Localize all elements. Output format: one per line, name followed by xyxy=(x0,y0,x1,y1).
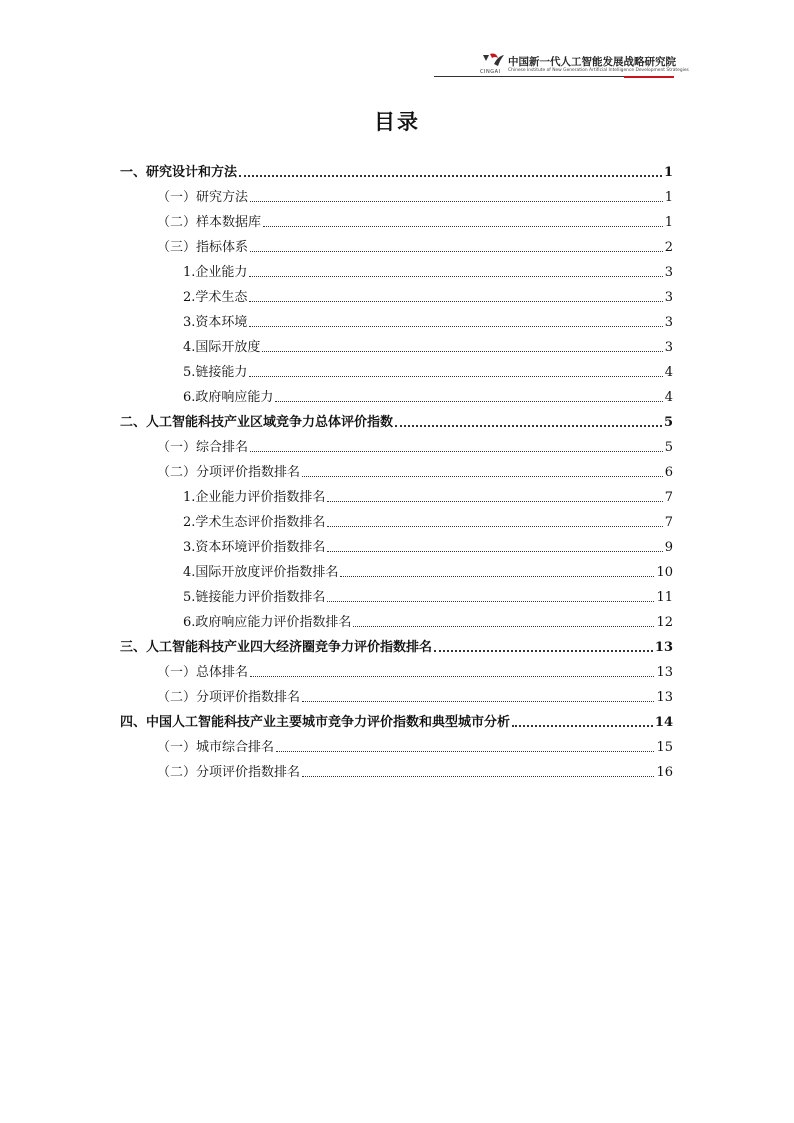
toc-entry-label: （二）样本数据库 xyxy=(157,215,262,230)
toc-entry[interactable] xyxy=(120,285,673,310)
toc-entry-label: （一）综合排名 xyxy=(157,440,249,455)
toc-dot-leader xyxy=(434,650,653,652)
toc-dot-leader xyxy=(239,175,662,177)
toc-dot-leader xyxy=(250,201,663,202)
toc-entry[interactable] xyxy=(120,685,673,710)
toc-entry-label: （二）分项评价指数排名 xyxy=(157,690,301,705)
toc-entry-page: 1 xyxy=(664,190,673,205)
toc-entry-label: （二）分项评价指数排名 xyxy=(157,765,301,780)
org-name-en: Chinese Institute of New Generation Artificial Intelligence Development Strategies xyxy=(508,68,689,73)
toc-entry[interactable] xyxy=(120,435,673,460)
toc-dot-leader xyxy=(395,425,662,427)
toc-entry[interactable] xyxy=(120,585,673,610)
toc-entry-label: 四、中国人工智能科技产业主要城市竞争力评价指数和典型城市分析 xyxy=(120,715,511,730)
toc-entry-page: 10 xyxy=(656,565,673,580)
page-header xyxy=(434,50,689,80)
toc-entry-page: 3 xyxy=(664,265,673,280)
toc-entry[interactable] xyxy=(120,635,673,660)
toc-entry-label: （一）研究方法 xyxy=(157,190,249,205)
toc-entry-label: 三、人工智能科技产业四大经济圈竞争力评价指数排名 xyxy=(120,640,433,655)
toc-dot-leader xyxy=(327,551,662,552)
toc-entry-page: 13 xyxy=(654,640,673,655)
toc-entry-page: 13 xyxy=(656,665,673,680)
toc-entry-page: 7 xyxy=(664,515,673,530)
toc-dot-leader xyxy=(302,701,654,702)
toc-entry-page: 12 xyxy=(656,615,673,630)
toc-dot-leader xyxy=(275,401,662,402)
toc-dot-leader xyxy=(263,226,663,227)
toc-entry[interactable] xyxy=(120,460,673,485)
toc-entry-label: 3.资本环境评价指数排名 xyxy=(183,540,326,555)
toc-entry-label: （二）分项评价指数排名 xyxy=(157,465,301,480)
toc-dot-leader xyxy=(340,576,654,577)
toc-dot-leader xyxy=(327,526,662,527)
toc-entry-label: （三）指标体系 xyxy=(157,240,249,255)
toc-dot-leader xyxy=(249,376,662,377)
toc-entry-label: 6.政府响应能力 xyxy=(183,390,274,405)
toc-entry[interactable] xyxy=(120,760,673,785)
toc-entry[interactable] xyxy=(120,510,673,535)
toc-entry[interactable] xyxy=(120,710,673,735)
toc-entry-label: （一）总体排名 xyxy=(157,665,249,680)
toc-entry[interactable] xyxy=(120,535,673,560)
toc-entry-label: （一）城市综合排名 xyxy=(157,740,275,755)
toc-dot-leader xyxy=(250,251,663,252)
toc-dot-leader xyxy=(327,601,654,602)
toc-entry[interactable] xyxy=(120,310,673,335)
toc-entry-label: 5.链接能力评价指数排名 xyxy=(183,590,326,605)
toc-entry-label: 2.学术生态 xyxy=(183,290,248,305)
toc-dot-leader xyxy=(249,301,662,302)
toc-entry-page: 14 xyxy=(654,715,673,730)
toc-entry-page: 13 xyxy=(656,690,673,705)
toc-entry[interactable] xyxy=(120,210,673,235)
table-of-contents xyxy=(120,160,673,785)
toc-entry-page: 1 xyxy=(663,165,673,180)
toc-entry-page: 5 xyxy=(663,415,673,430)
toc-dot-leader xyxy=(302,476,663,477)
toc-dot-leader xyxy=(512,725,653,727)
toc-entry-label: 1.企业能力评价指数排名 xyxy=(183,490,326,505)
page-title: 目录 xyxy=(374,109,420,134)
toc-dot-leader xyxy=(327,501,662,502)
toc-entry[interactable] xyxy=(120,410,673,435)
toc-entry-label: 二、人工智能科技产业区域竞争力总体评价指数 xyxy=(120,415,394,430)
toc-entry[interactable] xyxy=(120,360,673,385)
toc-dot-leader xyxy=(302,776,654,777)
toc-dot-leader xyxy=(262,351,662,352)
toc-entry[interactable] xyxy=(120,235,673,260)
toc-entry-page: 15 xyxy=(656,740,673,755)
toc-entry-page: 7 xyxy=(664,490,673,505)
toc-entry-page: 9 xyxy=(664,540,673,555)
toc-entry-label: 一、研究设计和方法 xyxy=(120,165,238,180)
toc-entry-page: 5 xyxy=(664,440,673,455)
toc-entry-page: 16 xyxy=(656,765,673,780)
toc-entry[interactable] xyxy=(120,735,673,760)
toc-dot-leader xyxy=(249,326,662,327)
toc-dot-leader xyxy=(250,676,654,677)
org-name: 中国新一代人工智能发展战略研究院 xyxy=(508,56,676,68)
toc-entry-label: 4.国际开放度评价指数排名 xyxy=(183,565,339,580)
toc-entry-page: 2 xyxy=(664,240,673,255)
toc-entry-label: 5.链接能力 xyxy=(183,365,248,380)
toc-entry[interactable] xyxy=(120,560,673,585)
toc-entry[interactable] xyxy=(120,610,673,635)
toc-dot-leader xyxy=(249,276,662,277)
toc-entry-label: 6.政府响应能力评价指数排名 xyxy=(183,615,352,630)
toc-entry[interactable] xyxy=(120,385,673,410)
logo-text: CINGAI xyxy=(480,69,501,75)
toc-entry[interactable] xyxy=(120,185,673,210)
toc-entry[interactable] xyxy=(120,160,673,185)
toc-entry-page: 4 xyxy=(664,390,673,405)
toc-entry-page: 11 xyxy=(656,590,673,605)
toc-entry[interactable] xyxy=(120,485,673,510)
toc-dot-leader xyxy=(250,451,663,452)
toc-entry-page: 3 xyxy=(664,315,673,330)
toc-entry-page: 4 xyxy=(664,365,673,380)
toc-entry-label: 2.学术生态评价指数排名 xyxy=(183,515,326,530)
toc-entry-page: 3 xyxy=(664,340,673,355)
toc-entry-page: 6 xyxy=(664,465,673,480)
toc-entry-label: 4.国际开放度 xyxy=(183,340,261,355)
toc-entry-label: 3.资本环境 xyxy=(183,315,248,330)
header-accent-divider xyxy=(624,76,674,78)
toc-entry[interactable] xyxy=(120,660,673,685)
toc-entry-page: 1 xyxy=(664,215,673,230)
toc-entry[interactable] xyxy=(120,335,673,360)
toc-entry-page: 3 xyxy=(664,290,673,305)
toc-dot-leader xyxy=(276,751,654,752)
toc-entry-label: 1.企业能力 xyxy=(183,265,248,280)
toc-dot-leader xyxy=(353,626,654,627)
toc-entry[interactable] xyxy=(120,260,673,285)
